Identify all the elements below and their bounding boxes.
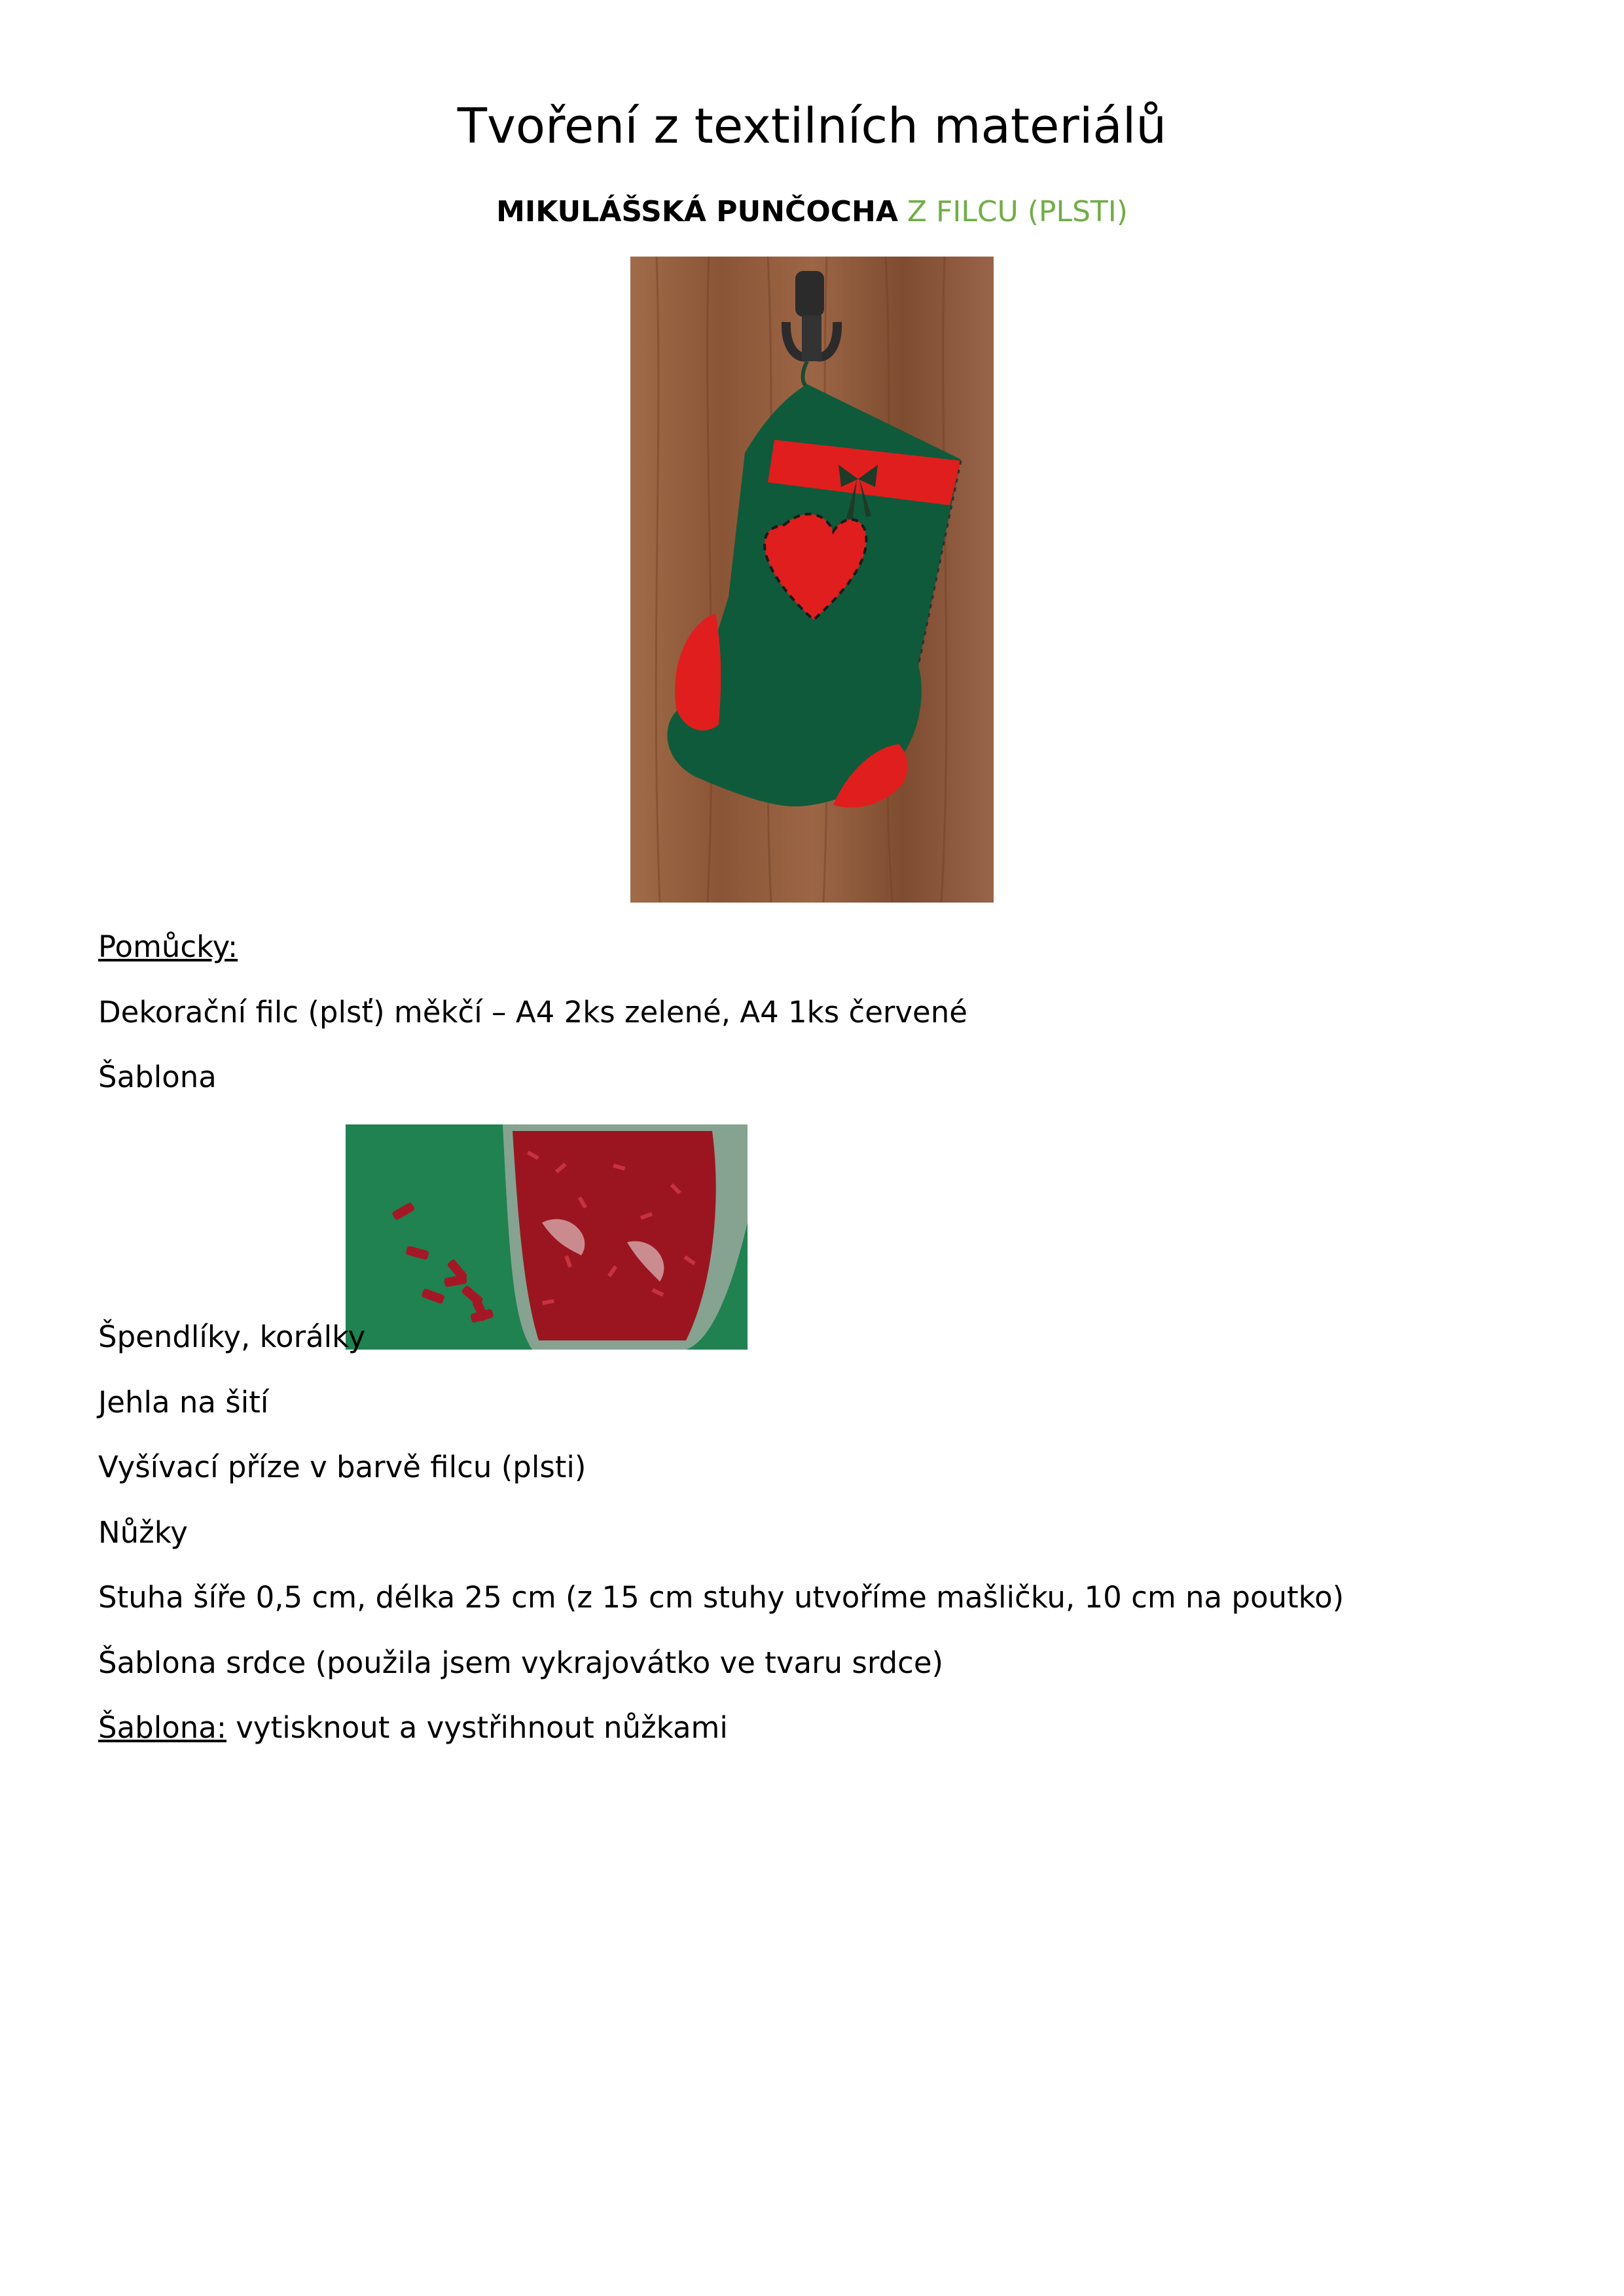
photo-christmas-stocking (630, 257, 994, 903)
supply-pins-beads: Špendlíky, korálky (98, 1319, 366, 1354)
supply-template: Šablona (98, 1060, 217, 1094)
document-subtitle (0, 195, 1624, 228)
subtitle-green: Z FILCU (PLSTI) (897, 195, 1128, 228)
document-title: Tvoření z textilních materiálů (457, 98, 1167, 154)
template-label: Šablona: (98, 1710, 226, 1745)
supplies-heading: Pomůcky: (98, 929, 238, 964)
supply-felt: Dekorační filc (plsť) měkčí – A4 2ks zelené, A4 1ks červené (98, 995, 967, 1030)
supply-scissors: Nůžky (98, 1515, 188, 1550)
photo-pins-and-beads (346, 1124, 748, 1350)
supply-yarn: Vyšívací příze v barvě filcu (plsti) (98, 1450, 586, 1484)
supply-needle: Jehla na šití (98, 1385, 269, 1420)
supply-heart-template: Šablona srdce (použila jsem vykrajovátko ve tvaru srdce) (98, 1645, 944, 1680)
supply-ribbon: Stuha šíře 0,5 cm, délka 25 cm (z 15 cm stuhy utvoříme mašličku, 10 cm na poutko) (98, 1580, 1344, 1615)
template-instruction (98, 1710, 728, 1745)
template-text: vytisknout a vystřihnout nůžkami (226, 1710, 728, 1745)
subtitle-bold: MIKULÁŠSKÁ PUNČOCHA (496, 195, 898, 228)
